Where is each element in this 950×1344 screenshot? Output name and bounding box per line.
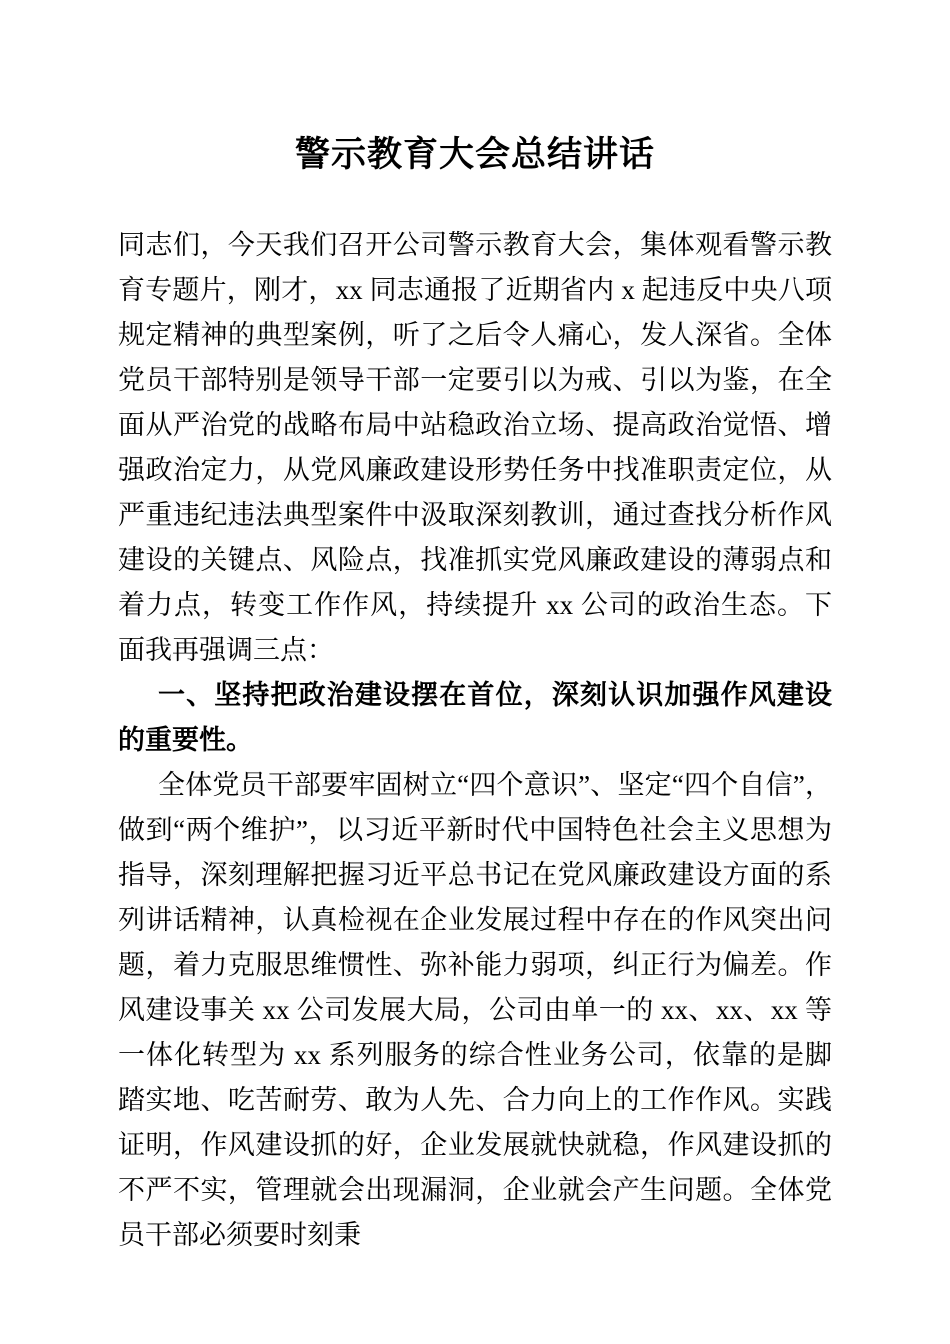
section-heading-1: 一、坚持把政治建设摆在首位，深刻认识加强作风建设的重要性。 xyxy=(118,680,832,755)
paragraph-intro: 同志们，今天我们召开公司警示教育大会，集体观看警示教育专题片，刚才，xx 同志通报了近期省内 x 起违反中央八项规定精神的典型案例，听了之后令人痛心，发人深省。全体党员干部特别是领导干部一定要引以为戒、引以为鉴，在全面从严治党的战略布局中站稳政治立场、提高政治觉悟、增强政治定力，从党风廉政建设形势任务中找准职责定位，从严重违纪违法典型案件中汲取深刻教训，通过查找分析作风建设的关键点、风险点，找准抓实党风廉政建设的薄弱点和着力点，转变工作作风，持续提升 xx 公司的政治生态。下面我再强调三点： xyxy=(118,230,832,665)
paragraph-section-1: 全体党员干部要牢固树立“四个意识”、坚定“四个自信”，做到“两个维护”，以习近平新时代中国特色社会主义思想为指导，深刻理解把握习近平总书记在党风廉政建设方面的系列讲话精神，认真检视在企业发展过程中存在的作风突出问题，着力克服思维惯性、弥补能力弱项，纠正行为偏差。作风建设事关 xx 公司发展大局，公司由单一的 xx、xx、xx 等一体化转型为 xx 系列服务的综合性业务公司，依靠的是脚踏实地、吃苦耐劳、敢为人先、合力向上的工作作风。实践证明，作风建设抓的好，企业发展就快就稳，作风建设抓的不严不实，管理就会出现漏洞，企业就会产生问题。全体党员干部必须要时刻秉 xyxy=(118,770,832,1250)
document-title: 警示教育大会总结讲话 xyxy=(294,135,655,174)
